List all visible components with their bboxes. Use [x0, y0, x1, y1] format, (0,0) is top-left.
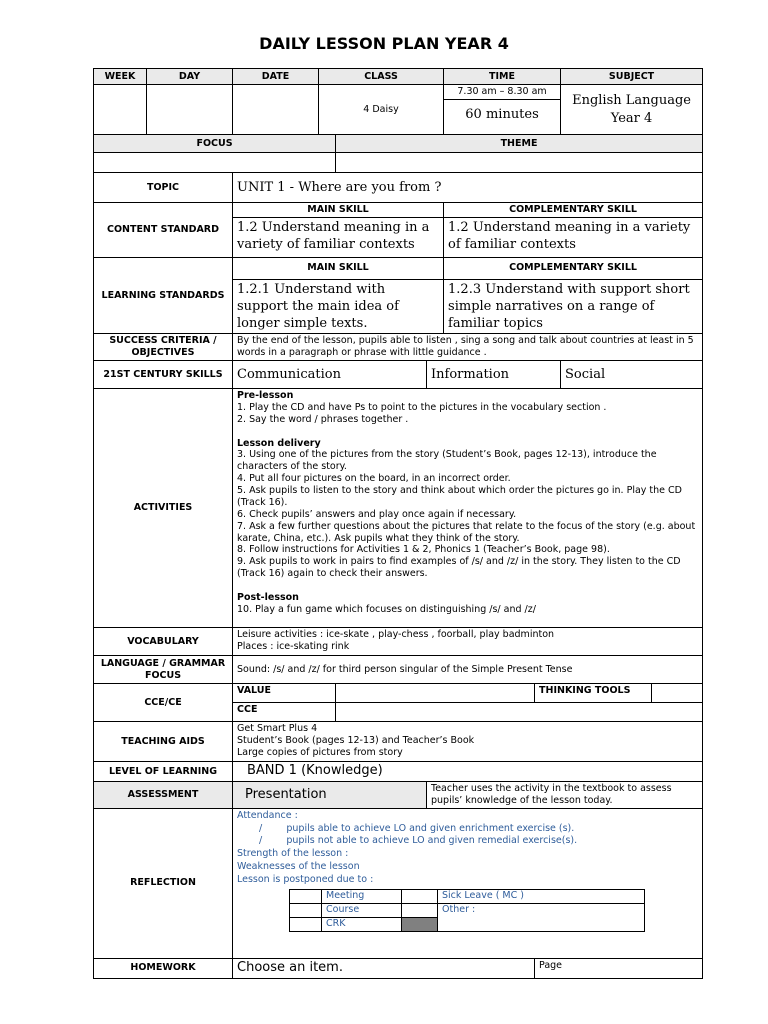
- teaching-aids-value[interactable]: [233, 722, 703, 762]
- class-value[interactable]: 4 Daisy: [319, 85, 444, 135]
- sick-leave-checkbox[interactable]: [402, 889, 438, 903]
- ls-comp-skill[interactable]: 1.2.3 Understand with support short simple narratives on a range of familiar topics: [444, 279, 703, 333]
- skills21-label: 21ST CENTURY SKILLS: [94, 361, 233, 389]
- activities-label: ACTIVITIES: [94, 389, 233, 628]
- pre-lesson-heading: Pre-lesson: [237, 390, 294, 402]
- strength-line: Strength of the lesson :: [237, 848, 349, 860]
- vocabulary-line: Leisure activities : ice-skate , play-chess , foorball, play badminton: [237, 629, 555, 641]
- day-value[interactable]: [147, 85, 233, 135]
- vocabulary-value[interactable]: [233, 628, 703, 656]
- vocabulary-line: Places : ice-skating rink: [237, 640, 350, 652]
- reason-sick-leave: Sick Leave ( MC ): [438, 889, 645, 903]
- teaching-aid-line: Large copies of pictures from story: [237, 746, 403, 758]
- activity-step: 4. Put all four pictures on the board, in an incorrect order.: [237, 473, 511, 485]
- level-value[interactable]: BAND 1 (Knowledge): [233, 762, 703, 782]
- skill-information[interactable]: Information: [427, 361, 561, 389]
- reason-course: Course: [322, 903, 402, 917]
- meeting-checkbox[interactable]: [290, 889, 322, 903]
- activity-step: 8. Follow instructions for Activities 1 & 2, Phonics 1 (Teacher’s Book, page 98).: [237, 544, 610, 556]
- content-comp-skill-header: COMPLEMENTARY SKILL: [444, 203, 703, 218]
- success-criteria-value[interactable]: By the end of the lesson, pupils able to listen , sing a song and talk about countries at least in 5 words in a paragraph or phrase with little guidance .: [233, 334, 703, 361]
- activity-step: 7. Ask a few further questions about the pictures that relate to the focus of the story (e.g. about karate, China, etc.). Ask pupils what they think of the story.: [237, 520, 696, 544]
- subject-header: SUBJECT: [561, 69, 703, 85]
- activity-step: 3. Using one of the pictures from the story (Student’s Book, pages 12-13), introduce the characters of the story.: [237, 449, 657, 473]
- activity-step: 9. Ask pupils to work in pairs to find examples of /s/ and /z/ in the story. They listen to the CD: [237, 556, 681, 568]
- crk-checkbox[interactable]: [290, 917, 322, 931]
- value-field[interactable]: [336, 684, 535, 703]
- vocabulary-label: VOCABULARY: [94, 628, 233, 656]
- reflection-label: REFLECTION: [94, 808, 233, 958]
- attendance-line: Attendance :: [237, 809, 298, 821]
- level-label: LEVEL OF LEARNING: [94, 762, 233, 782]
- focus-value[interactable]: [94, 153, 336, 173]
- grammar-label: LANGUAGE / GRAMMAR FOCUS: [94, 656, 233, 684]
- activities-content[interactable]: [233, 389, 703, 628]
- content-main-skill[interactable]: 1.2 Understand meaning in a variety of familiar contexts: [233, 217, 444, 257]
- homework-value[interactable]: Choose an item.: [233, 958, 535, 978]
- reason-meeting: Meeting: [322, 889, 402, 903]
- theme-value[interactable]: [336, 153, 703, 173]
- page-field[interactable]: Page: [535, 958, 703, 978]
- activity-step: 6. Check pupils’ answers and play once again if necessary.: [237, 508, 517, 520]
- skill-social[interactable]: Social: [561, 361, 703, 389]
- content-comp-skill[interactable]: 1.2 Understand meaning in a variety of familiar contexts: [444, 217, 703, 257]
- thinking-tools-field[interactable]: [652, 684, 703, 703]
- assessment-value[interactable]: Presentation: [233, 782, 427, 809]
- topic-value[interactable]: UNIT 1 - Where are you from ?: [233, 173, 703, 203]
- postponed-reasons-table: [289, 889, 645, 932]
- lesson-plan-form: [93, 68, 702, 979]
- thinking-tools-label: THINKING TOOLS: [535, 684, 652, 703]
- assessment-label: ASSESSMENT: [94, 782, 233, 809]
- success-criteria-label: SUCCESS CRITERIA / OBJECTIVES: [94, 334, 233, 361]
- focus-header: FOCUS: [94, 135, 336, 153]
- activity-step: 5. Ask pupils to listen to the story and think about which order the pictures go in. Play the CD (Track 16).: [237, 485, 682, 508]
- ls-comp-skill-header: COMPLEMENTARY SKILL: [444, 257, 703, 279]
- lesson-delivery-heading: Lesson delivery: [237, 437, 321, 449]
- reason-other[interactable]: Other :: [438, 903, 645, 931]
- theme-header: THEME: [336, 135, 703, 153]
- day-header: DAY: [147, 69, 233, 85]
- lesson-plan-table: [93, 68, 703, 979]
- date-header: DATE: [233, 69, 319, 85]
- time-range[interactable]: 7.30 am – 8.30 am: [444, 85, 560, 100]
- reflection-content[interactable]: [233, 808, 703, 958]
- not-achieved-lo-line: / pupils not able to achieve LO and given remedial exercise(s).: [259, 835, 578, 847]
- content-standard-label: CONTENT STANDARD: [94, 203, 233, 258]
- shaded-cell: [402, 917, 438, 931]
- ls-main-skill-header: MAIN SKILL: [233, 257, 444, 279]
- other-checkbox[interactable]: [402, 903, 438, 917]
- learning-standards-label: LEARNING STANDARDS: [94, 257, 233, 333]
- postponed-line: Lesson is postponed due to :: [237, 873, 374, 885]
- reason-crk: CRK: [322, 917, 402, 931]
- duration[interactable]: 60 minutes: [465, 107, 539, 122]
- teaching-aid-line: Student’s Book (pages 12-13) and Teacher’s Book: [237, 734, 475, 746]
- assessment-note[interactable]: Teacher uses the activity in the textbook to assess pupils’ knowledge of the lesson today.: [427, 782, 703, 809]
- ls-main-skill[interactable]: 1.2.1 Understand with support the main idea of longer simple texts.: [233, 279, 444, 333]
- homework-label: HOMEWORK: [94, 958, 233, 978]
- achieved-lo-line: / pupils able to achieve LO and given enrichment exercise (s).: [259, 822, 575, 834]
- content-main-skill-header: MAIN SKILL: [233, 203, 444, 218]
- teaching-aids-label: TEACHING AIDS: [94, 722, 233, 762]
- activity-step: 2. Say the word / phrases together .: [237, 413, 409, 425]
- course-checkbox[interactable]: [290, 903, 322, 917]
- teaching-aid-line: Get Smart Plus 4: [237, 723, 318, 735]
- subject-value[interactable]: English Language Year 4: [561, 85, 703, 135]
- cce-field[interactable]: [336, 703, 703, 722]
- grammar-value[interactable]: Sound: /s/ and /z/ for third person singular of the Simple Present Tense: [233, 656, 703, 684]
- activity-step: (Track 16) again to check their answers.: [237, 568, 428, 580]
- week-value[interactable]: [94, 85, 147, 135]
- cce-label: CCE/CE: [94, 684, 233, 722]
- date-value[interactable]: [233, 85, 319, 135]
- class-header: CLASS: [319, 69, 444, 85]
- weakness-line: Weaknesses of the lesson: [237, 861, 360, 873]
- activity-step: 10. Play a fun game which focuses on distinguishing /s/ and /z/: [237, 603, 536, 615]
- skill-communication[interactable]: Communication: [233, 361, 427, 389]
- week-header: WEEK: [94, 69, 147, 85]
- post-lesson-heading: Post-lesson: [237, 591, 299, 603]
- time-header: TIME: [444, 69, 561, 85]
- time-cell: [444, 85, 561, 135]
- topic-label: TOPIC: [94, 173, 233, 203]
- value-label: VALUE: [233, 684, 336, 703]
- cce-sub-label: CCE: [233, 703, 336, 722]
- activity-step: 1. Play the CD and have Ps to point to the pictures in the vocabulary section .: [237, 401, 607, 413]
- page-title: DAILY LESSON PLAN YEAR 4: [259, 34, 509, 53]
